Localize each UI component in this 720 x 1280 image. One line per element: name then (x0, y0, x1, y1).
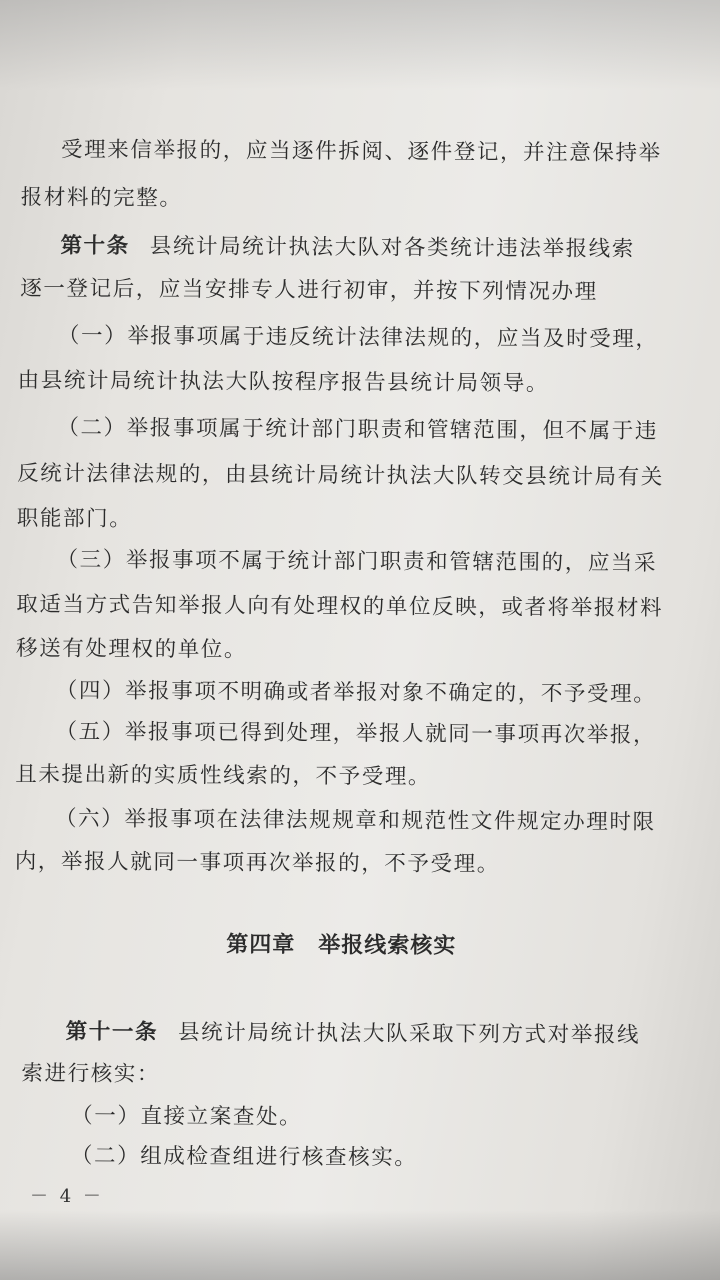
article-11-text: 县统计局统计执法大队采取下列方式对举报线 (178, 1020, 641, 1048)
article-10-line (60, 231, 635, 265)
paragraph-line: 内，举报人就同一事项再次举报的，不予受理。 (14, 849, 500, 878)
paragraph-line: 逐一登记后，应当安排专人进行初审，并按下列情况办理 (20, 276, 598, 305)
paragraph-line: 反统计法律法规的，由县统计局统计执法大队转交县统计局有关 (17, 461, 664, 491)
bottom-shadow (0, 1210, 720, 1280)
paragraph-line: （二）举报事项属于统计部门职责和管辖范围，但不属于违 (57, 415, 659, 445)
chapter-heading: 第四章 举报线索核实 (226, 932, 457, 959)
paragraph-line: （四）举报事项不明确或者举报对象不确定的，不予受理。 (55, 678, 657, 708)
page-number: － 4 － (30, 1186, 104, 1207)
paragraph-line: （五）举报事项已得到处理，举报人就同一事项再次举报， (55, 719, 657, 749)
paragraph-line: （一）直接立案查处。 (71, 1103, 303, 1130)
paragraph-line: 移送有处理权的单位。 (15, 636, 248, 663)
article-10-text: 县统计局统计执法大队对各类统计违法举报线索 (149, 233, 635, 262)
paragraph-line: 报材料的完整。 (20, 185, 183, 212)
paragraph-line: 由县统计局统计执法大队按程序报告县统计局领导。 (17, 368, 550, 397)
paragraph-line: 受理来信举报的，应当逐件拆阅、逐件登记，并注意保持举 (61, 137, 662, 167)
paragraph-line: （二）组成检查组进行核查核实。 (70, 1143, 418, 1171)
article-11-label: 第十一条 (65, 1019, 159, 1045)
article-11-line (66, 1017, 641, 1051)
paragraph-line: 且未提出新的实质性线索的，不予受理。 (15, 762, 432, 790)
paragraph-line: （三）举报事项不属于统计部门职责和管辖范围的，应当采 (56, 547, 658, 577)
paragraph-line: （六）举报事项在法律法规规章和规范性文件规定办理时限 (54, 806, 656, 836)
paragraph-line: 索进行核实： (21, 1061, 161, 1087)
article-10-label: 第十条 (60, 233, 130, 259)
paragraph-line: 职能部门。 (16, 506, 133, 532)
paragraph-line: （一）举报事项属于违反统计法律法规的，应当及时受理， (57, 323, 659, 353)
paragraph-line: 取适当方式告知举报人向有处理权的单位反映，或者将举报材料 (16, 592, 664, 622)
